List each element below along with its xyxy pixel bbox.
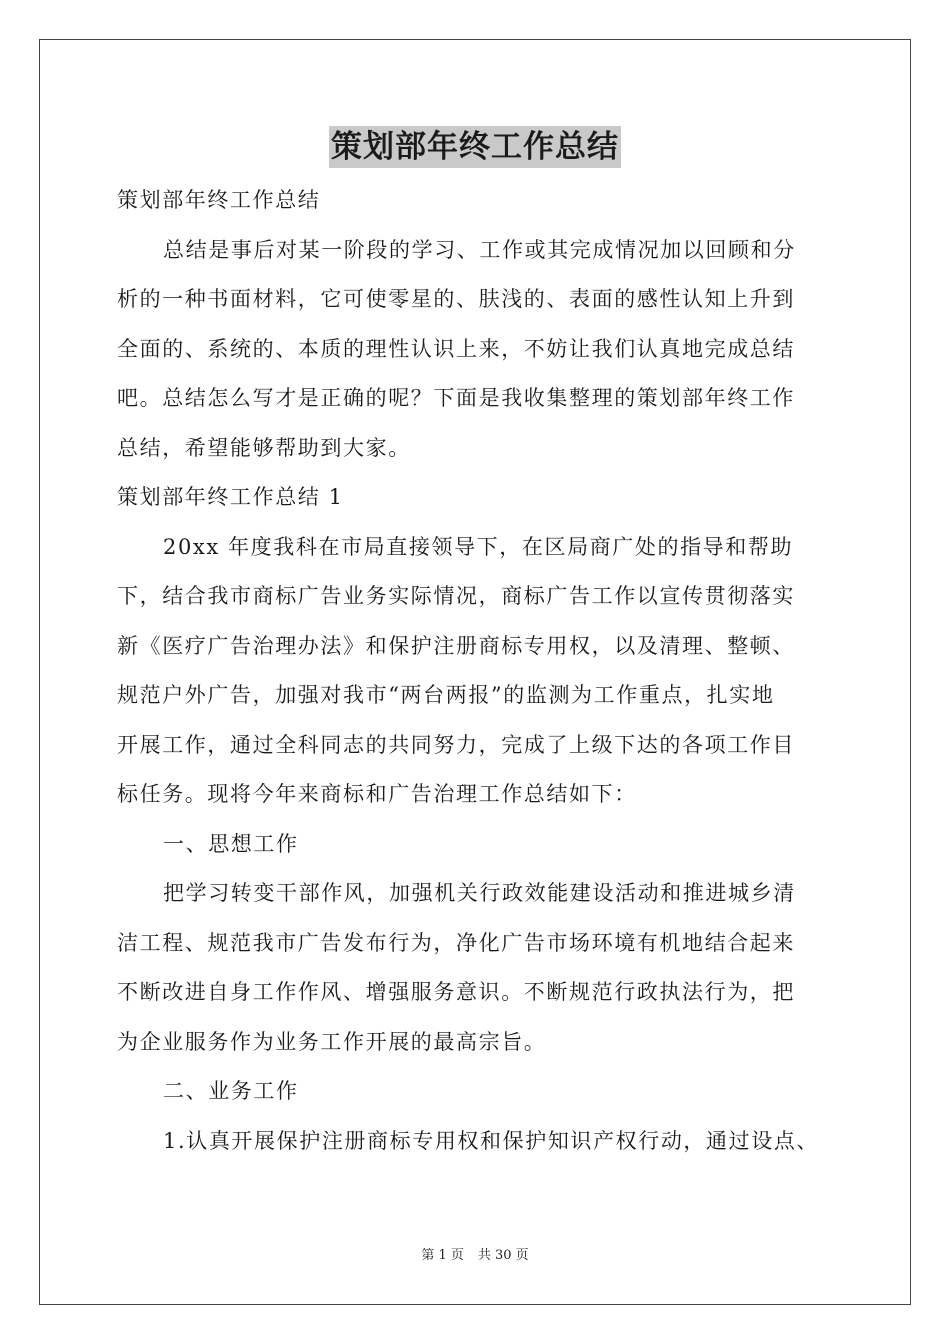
text-line: 20xx 年度我科在市局直接领导下，在区局商广处的指导和帮助	[163, 534, 794, 559]
text-line: 洁工程、规范我市广告发布行为，净化广告市场环境有机地结合起来	[117, 930, 795, 955]
text-line: 新《医疗广告治理办法》和保护注册商标专用权，以及清理、整顿、	[117, 633, 795, 658]
text-line: 为企业服务作为业务工作开展的最高宗旨。	[117, 1029, 547, 1054]
document-title-text: 策划部年终工作总结	[329, 126, 621, 168]
text-line: 不断改进自身工作作风、增强服务意识。不断规范行政执法行为，把	[117, 980, 795, 1004]
page-total: 共 30 页	[477, 1248, 529, 1263]
text-line: 吧。总结怎么写才是正确的呢？下面是我收集整理的策划部年终工作	[117, 386, 795, 410]
text-line: 全面的、系统的、本质的理性认识上来，不妨让我们认真地完成总结	[117, 336, 795, 361]
text-line: 二、业务工作	[163, 1079, 299, 1103]
text-line: 1.认真开展保护注册商标专用权和保护知识产权行动，通过设点、	[163, 1128, 820, 1153]
text-line: 策划部年终工作总结	[117, 188, 321, 212]
text-line: 策划部年终工作总结 1	[117, 485, 344, 509]
document-body	[117, 176, 852, 1166]
text-line: 下，结合我市商标广告业务实际情况，商标广告工作以宣传贯彻落实	[117, 584, 795, 608]
page-number: 第 1 页	[421, 1248, 464, 1263]
text-line: 总结是事后对某一阶段的学习、工作或其完成情况加以回顾和分	[163, 237, 796, 262]
text-line: 标任务。现将今年来商标和广告治理工作总结如下：	[117, 782, 637, 806]
page-footer	[0, 1247, 950, 1265]
text-line: 规范户外广告，加强对我市“两台两报”的监测为工作重点，扎实地	[117, 683, 775, 707]
text-line: 总结，希望能够帮助到大家。	[117, 435, 411, 460]
text-line: 开展工作，通过全科同志的共同努力，完成了上级下达的各项工作目	[117, 732, 795, 757]
text-line: 把学习转变干部作风，加强机关行政效能建设活动和推进城乡清	[163, 881, 796, 905]
text-line: 析的一种书面材料，它可使零星的、肤浅的、表面的感性认知上升到	[117, 287, 795, 311]
document-title	[0, 126, 950, 168]
text-line: 一、思想工作	[163, 831, 299, 856]
